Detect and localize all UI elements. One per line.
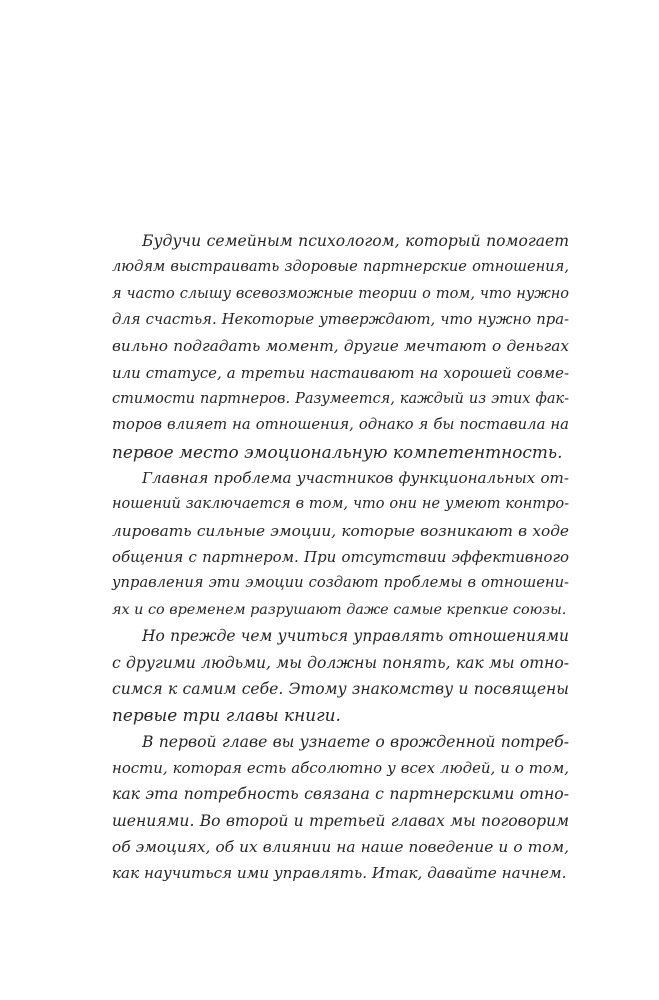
text-line: для счастья. Некоторые утверждают, что нужно пра- bbox=[112, 311, 569, 329]
paragraph-2 bbox=[112, 465, 569, 623]
text-line: первые три главы книги. bbox=[112, 705, 341, 726]
text-line: управления эти эмоции создают проблемы в отношени- bbox=[112, 574, 569, 592]
text-block bbox=[112, 228, 569, 887]
text-line: людям выстраивать здоровые партнерские отношения, bbox=[112, 258, 569, 276]
text-line: ности, которая есть абсолютно у всех людей, и о том, bbox=[112, 758, 569, 777]
text-line: ях и со временем разрушают даже самые крепкие союзы. bbox=[112, 601, 567, 618]
paragraph-4 bbox=[112, 729, 569, 887]
text-line: торов влияет на отношения, однако я бы поставила на bbox=[112, 416, 569, 434]
text-line: Но прежде чем учиться управлять отношениями bbox=[142, 627, 569, 646]
text-line: В первой главе вы узнаете о врожденной потреб- bbox=[142, 732, 569, 751]
text-line: общения с партнером. При отсутствии эффективного bbox=[112, 548, 569, 567]
text-line: шениями. Во второй и третьей главах мы поговорим bbox=[112, 811, 569, 830]
text-line: с другими людьми, мы должны понять, как мы отно- bbox=[112, 653, 569, 672]
text-line: симся к самим себе. Этому знакомству и посвящены bbox=[112, 679, 569, 698]
text-line: лировать сильные эмоции, которые возникают в ходе bbox=[112, 521, 569, 540]
paragraph-3 bbox=[112, 623, 569, 728]
text-line: Главная проблема участников функциональных от- bbox=[142, 469, 569, 488]
text-line: Будучи семейным психологом, который помогает bbox=[142, 232, 569, 250]
text-line: ношений заключается в том, что они не умеют контро- bbox=[112, 496, 569, 513]
text-line: об эмоциях, об их влиянии на наше поведение и о том, bbox=[112, 837, 569, 856]
text-line: стимости партнеров. Разумеется, каждый из этих фак- bbox=[112, 391, 569, 408]
text-line: первое место эмоциональную компетентность. bbox=[112, 441, 563, 462]
text-line: или статусе, а третьи настаивают на хорошей совме- bbox=[112, 363, 569, 382]
text-line: как научиться ими управлять. Итак, давайте начнем. bbox=[112, 864, 567, 883]
text-line: как эта потребность связана с партнерскими отно- bbox=[112, 784, 569, 804]
text-line: вильно подгадать момент, другие мечтают о деньгах bbox=[112, 337, 569, 356]
text-line: я часто слышу всевозможные теории о том, что нужно bbox=[112, 285, 569, 302]
paragraph-1 bbox=[112, 228, 569, 465]
